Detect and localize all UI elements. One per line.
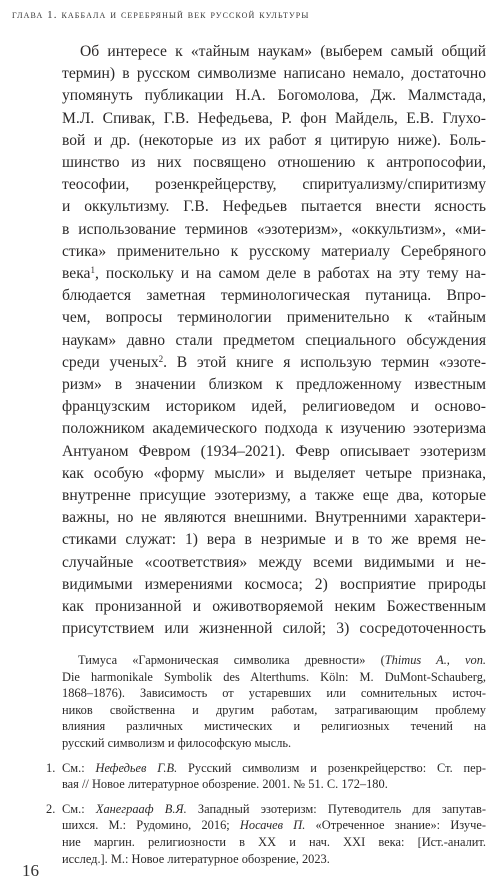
footnote-2 [46,801,486,867]
footnote-continued [62,652,486,752]
author-name: Носачев П. [239,818,306,833]
text-line: Антуаном Февром (1934–2021). Февр описывает эзотеризм [62,442,486,460]
footnote-1 [46,760,487,793]
text-line: случайные «соответствия» между всеми видимыми и не- [62,553,486,571]
footnote-line [62,652,486,669]
text-line: стика» применительно к русскому материалу Серебряного [62,242,486,260]
text-fragment: шихся. М.: Рудомино, 2016; [62,818,240,833]
footnote-line [62,760,486,777]
text-line [62,263,486,285]
text-fragment: См.: [62,760,96,775]
text-line: как особую «форму мысли» и выделяет четыре признака, [62,464,486,482]
text-fragment: См.: [62,801,96,816]
text-line: чем, вопросы терминологии применительно к «тайным [62,309,486,327]
footnote-line [62,817,486,834]
text-fragment: среди ученых [62,353,159,371]
text-line: шинство из них посвящено отношению к антропософии, [62,154,486,172]
author-name: Ханеграаф В.Я. [95,801,187,816]
footnote-line: 1868–1876). Зависимость от устаревших или сомнительных источ- [62,686,486,701]
footnote-number: 2. [46,801,56,816]
text-fragment: Тимуса «Гармоническая символика древности» ( [78,653,385,667]
text-line: и оккультизму. Г.В. Нефедьев пытается внести ясность [62,198,486,216]
text-line: ризм» в значении близком к предложенному известным [62,376,486,394]
footnote-line: Die harmonikale Symbolik des Alterthums. Köln: M. DuMont-Schauberg, [62,669,486,684]
footnote-line: влияния различных мистических и религиозных течений на [62,719,486,734]
text-line: теософии, розенкрейцерству, спиритуализму/спиритизму [62,176,486,194]
footnote-line: ние маргин. религиозности в XX и нач. XXI века: [Ист.-аналит. [62,834,486,849]
text-line: упомянуть публикации Н.А. Богомолова, Дж. Малмстада, [62,87,486,105]
text-line: как пронизанной и оживотворяемой неким Божественным [62,598,486,616]
text-line: наукам» давно стали предметом специального обсуждения [62,331,486,349]
text-line [62,352,486,374]
footnote-ref-1[interactable]: 1 [90,265,95,276]
text-fragment: Западный эзотеризм: Путеводитель для запутав- [186,801,486,816]
text-line: французским историком идей, религиоведом и осново- [62,398,486,416]
text-line: стиками служат: 1) вера в незримые и в то же время не- [62,531,486,549]
text-fragment: . В этой книге я использую термин «эзоте- [163,353,487,371]
text-line: термин) в русском символизме написано немало, достаточно [62,65,486,83]
footnote-line [62,801,486,818]
text-fragment: , поскольку и на самом деле в работах на эту тему на- [94,265,486,283]
text-line: Об интересе к «тайным наукам» (выберем самый общий [80,43,486,60]
text-line: важны, но не являются внешними. Внутренними характери- [62,509,486,527]
footnote-line: ников свойственна и другим работам, затрагивающим проблему [62,702,486,717]
running-header: глава 1. каббала и серебряный век русской культуры [12,9,310,21]
text-line: внутренне присущие эзотеризму, а также еще два, которые [62,487,486,505]
text-fragment: века [62,265,91,283]
text-line: вой и др. (некоторые из их работ я цитирую ниже). Боль- [62,131,486,149]
text-fragment: Русский символизм и розенкрейцерство: Ст. пер- [177,760,487,775]
footnote-line: вая // Новое литературное обозрение. 2001. № 51. С. 172–180. [62,777,388,792]
text-line: положником академического подхода к изучению эзотеризма [62,420,486,438]
text-line: присутствием или жизненной силой; 3) сосредоточенность [62,620,486,638]
text-line: в использование терминов «эзотеризм», «оккультизм», «ми- [62,220,486,238]
footnotes [46,652,487,875]
text-line: М.Л. Спивак, Г.В. Нефедьева, Р. фон Майдель, Е.В. Глухо- [62,109,486,127]
footnote-line: исслед.]. М.: Новое литературное обозрение, 2023. [62,851,330,866]
page-number: 16 [22,861,39,880]
text-fragment: «Отреченное знание»: Изуче- [305,818,486,833]
text-fragment: Thimus A., von. [384,653,486,667]
author-name: Нефедьев Г.В. [95,760,178,775]
main-text [62,41,486,640]
footnote-number: 1. [46,760,56,775]
text-line: блюдается заметная терминологическая путаница. Впро- [62,287,486,305]
footnote-line: русский символизм и философскую мысль. [62,735,292,750]
text-line: видимыми измерениями космоса; 2) восприятие природы [62,575,486,593]
footnote-ref-2[interactable]: 2 [158,353,164,364]
